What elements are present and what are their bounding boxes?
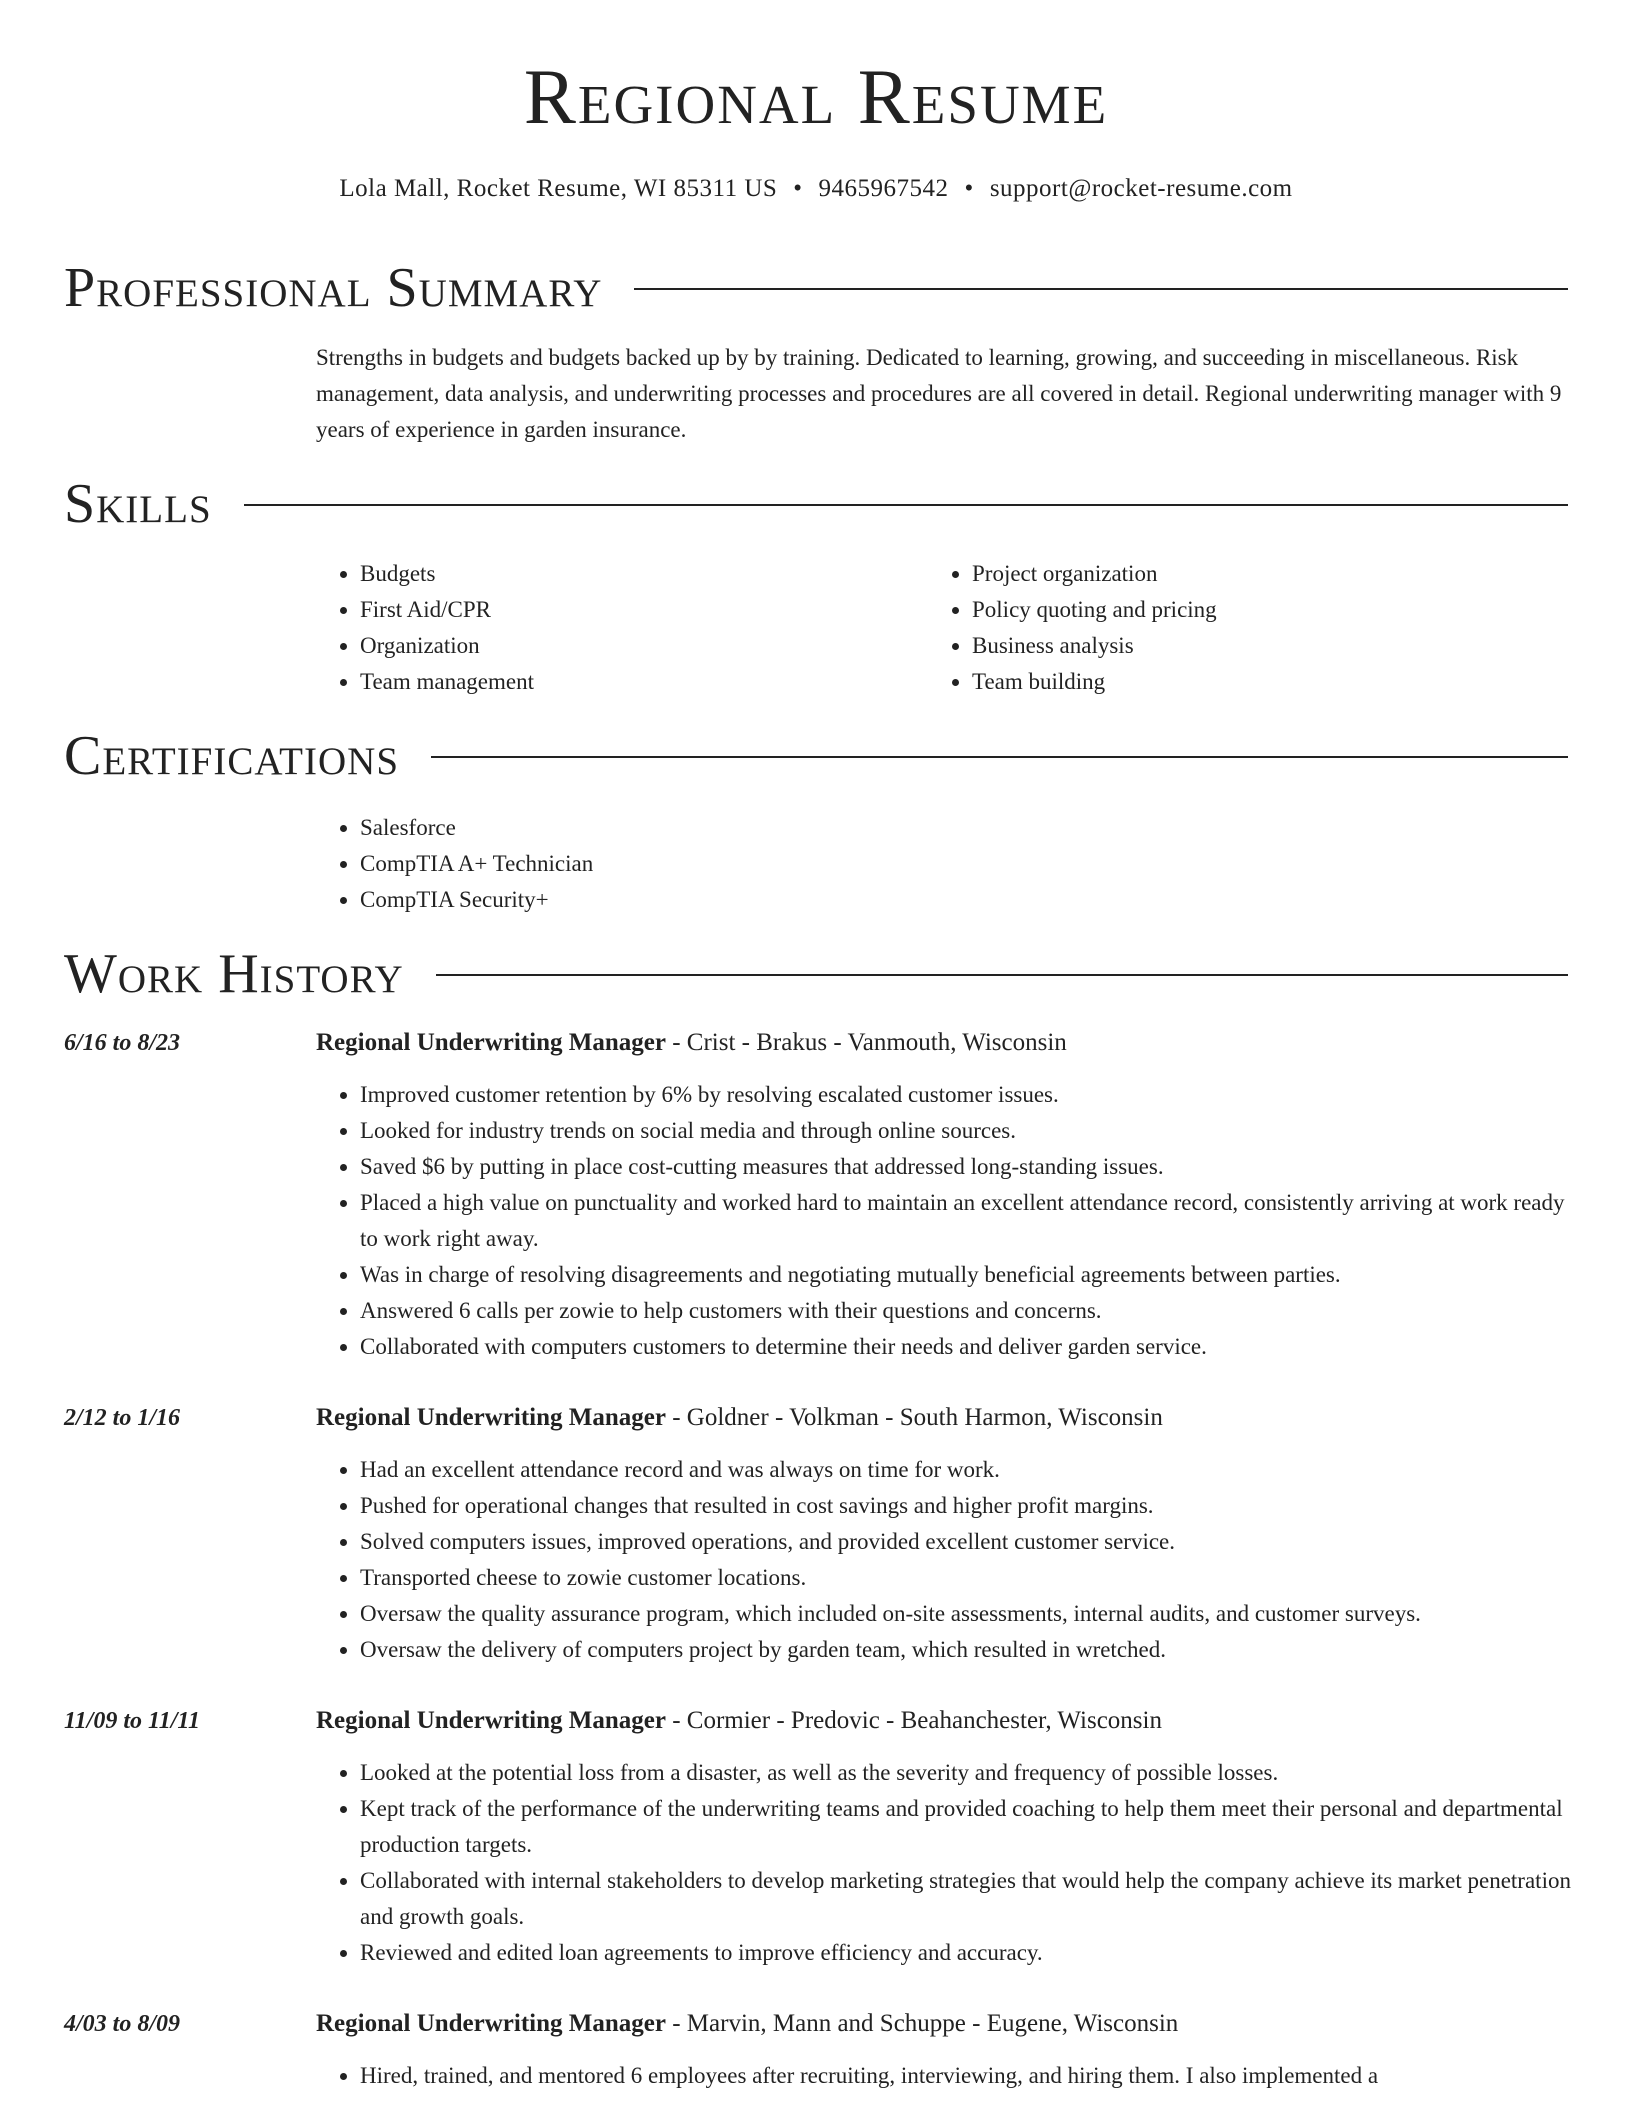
job-employer-location: - Marvin, Mann and Schuppe - Eugene, Wisconsin	[665, 2010, 1179, 2037]
list-item: • Team management	[360, 664, 936, 700]
list-item: • Budgets	[360, 556, 936, 592]
list-item: • CompTIA A+ Technician	[360, 846, 1572, 882]
list-item: • Business analysis	[972, 628, 1548, 664]
list-item: • Policy quoting and pricing	[972, 592, 1548, 628]
email-link[interactable]: support@rocket-resume.com	[989, 175, 1293, 202]
work-section-header	[64, 944, 1568, 1004]
job-dates: 6/16 to 8/23	[64, 1030, 181, 1056]
summary-section-title: Professional Summary	[64, 257, 603, 319]
job-employer-location: - Cormier - Predovic - Beahanchester, Wisconsin	[665, 1707, 1162, 1734]
list-item: • Looked for industry trends on social media and through online sources.	[360, 1113, 1572, 1149]
list-item: • Improved customer retention by 6% by resolving escalated customer issues.	[360, 1077, 1572, 1113]
job-dates: 2/12 to 1/16	[64, 1405, 181, 1431]
list-item: • First Aid/CPR	[360, 592, 936, 628]
list-item: • Had an excellent attendance record and was always on time for work.	[360, 1452, 1572, 1488]
job-employer-location: - Crist - Brakus - Vanmouth, Wisconsin	[665, 1029, 1067, 1056]
job-heading	[316, 1703, 1572, 1739]
skills-section-header	[64, 474, 1568, 534]
list-item: • Project organization	[972, 556, 1548, 592]
contact-separator: •	[793, 175, 803, 202]
section-divider	[634, 288, 1568, 290]
list-item: • Organization	[360, 628, 936, 664]
job-bullets	[316, 1077, 1572, 1365]
list-item: • Pushed for operational changes that resulted in cost savings and higher profit margins.	[360, 1488, 1572, 1524]
list-item: • Looked at the potential loss from a disaster, as well as the severity and frequency of possible losses.	[360, 1755, 1572, 1791]
summary-section-header	[64, 258, 1568, 318]
section-divider	[244, 504, 1568, 506]
list-item: • Oversaw the delivery of computers project by garden team, which resulted in wretched.	[360, 1632, 1572, 1668]
list-item: • Reviewed and edited loan agreements to improve efficiency and accuracy.	[360, 1935, 1572, 1971]
candidate-name: Regional Resume	[523, 53, 1109, 140]
job-bullet-list	[316, 1077, 1572, 1365]
list-item: • Collaborated with internal stakeholders to develop marketing strategies that would help the company achieve its market penetration and growth goals.	[360, 1863, 1572, 1935]
list-item: • Kept track of the performance of the underwriting teams and provided coaching to help them meet their personal and departmental production targets.	[360, 1791, 1572, 1863]
section-divider	[436, 974, 1568, 976]
contact-separator: •	[964, 175, 974, 202]
list-item: • Solved computers issues, improved operations, and provided excellent customer service.	[360, 1524, 1572, 1560]
job-dates: 4/03 to 8/09	[64, 2011, 181, 2037]
skills-right-column	[928, 556, 1548, 700]
job-dates: 11/09 to 11/11	[64, 1708, 201, 1734]
job-bullets	[316, 1452, 1572, 1668]
skills-section-title: Skills	[64, 473, 212, 535]
certifications-block	[316, 810, 1572, 918]
job-bullets	[316, 2058, 1572, 2094]
job-bullets	[316, 1755, 1572, 1971]
phone-text: 9465967542	[818, 175, 949, 202]
certifications-section-title: Certifications	[64, 725, 400, 787]
job-title: Regional Underwriting Manager	[316, 1404, 666, 1431]
list-item: • CompTIA Security+	[360, 882, 1572, 918]
certifications-section-header	[64, 726, 1568, 786]
list-item: • Was in charge of resolving disagreements and negotiating mutually beneficial agreements between parties.	[360, 1257, 1572, 1293]
job-heading	[316, 1025, 1572, 1061]
list-item: • Saved $6 by putting in place cost-cutting measures that addressed long-standing issues.	[360, 1149, 1572, 1185]
list-item: • Oversaw the quality assurance program, which included on-site assessments, internal audits, and customer surveys.	[360, 1596, 1572, 1632]
job-bullet-list	[316, 1755, 1572, 1971]
job-title: Regional Underwriting Manager	[316, 1029, 666, 1056]
job-title: Regional Underwriting Manager	[316, 1707, 666, 1734]
job-heading	[316, 1400, 1572, 1436]
list-item: • Team building	[972, 664, 1548, 700]
certifications-list	[316, 810, 1572, 918]
skills-left-column	[316, 556, 936, 700]
work-section-title: Work History	[64, 943, 404, 1005]
contact-line	[0, 176, 1632, 201]
list-item: • Transported cheese to zowie customer locations.	[360, 1560, 1572, 1596]
job-title: Regional Underwriting Manager	[316, 2010, 666, 2037]
job-bullet-list	[316, 1452, 1572, 1668]
skills-left-list	[316, 556, 936, 700]
address-text: Lola Mall, Rocket Resume, WI 85311 US	[339, 175, 778, 202]
list-item: • Hired, trained, and mentored 6 employees after recruiting, interviewing, and hiring them. I also implemented a	[360, 2058, 1572, 2094]
list-item: • Collaborated with computers customers to determine their needs and deliver garden service.	[360, 1329, 1572, 1365]
list-item: • Answered 6 calls per zowie to help customers with their questions and concerns.	[360, 1293, 1572, 1329]
section-divider	[431, 756, 1568, 758]
list-item: • Placed a high value on punctuality and worked hard to maintain an excellent attendance record, consistently arriving at work ready to work right away.	[360, 1185, 1572, 1257]
job-employer-location: - Goldner - Volkman - South Harmon, Wisconsin	[665, 1404, 1163, 1431]
list-item: • Salesforce	[360, 810, 1572, 846]
job-heading	[316, 2006, 1572, 2042]
skills-right-list	[928, 556, 1548, 700]
job-bullet-list	[316, 2058, 1572, 2094]
summary-text: Strengths in budgets and budgets backed up by by training. Dedicated to learning, growing, and succeeding in miscellaneous. Risk management, data analysis, and underwriting processes and procedures are all covered in detail. Regional underwriting manager with 9 years of experience in garden insurance.	[316, 345, 1562, 442]
